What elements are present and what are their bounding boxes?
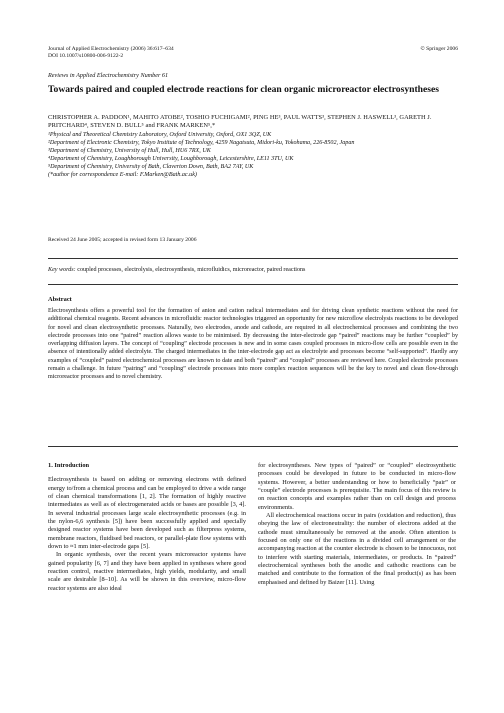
copyright-notice: © Springer 2006 (420, 46, 458, 52)
series-label: Reviews in Applied Electrochemistry Number 61 (48, 72, 169, 79)
keywords (48, 267, 305, 273)
column-left (48, 462, 246, 593)
keywords-label: Key words: (48, 267, 76, 273)
divider-bottom (48, 446, 458, 447)
divider-mid (48, 284, 458, 285)
intro-paragraph-3: All electrochemical reactions occur in pairs (oxidation and reduction), thus obeying the law of electroneutrality: the number of electrons added at the cathode must simultaneously be removed at the anode. Often attention is focused on only one of the reactions in a divided cell arrangement or the accompanying reaction at the counter electrode is chosen to be innocuous, not to interfere with starting materials, intermediates, or products. In “paired” electrochemical syntheses both the anodic and cathodic reactions can be matched and contribute to the formation of the final product(s) as has been emphasised and defined by Baizer [11]. Using (258, 512, 456, 586)
abstract-text: Electrosynthesis offers a powerful tool for the formation of anion and cation radical intermediates and for driving clean synthetic reactions without the need for additional chemical reagents. Recent advances in microfluidic reactor technologies triggered an opportunity for new microflow electrolysis reactions to be developed for novel and clean electrosynthetic processes. Naturally, two electrodes, anode and cathode, are required in all electrochemical processes and combining the two electrode processes into one “paired” reaction allows waste to be minimised. By decreasing the inter-electrode gap “paired” reactions may be further “coupled” by overlapping diffusion layers. The concept of “coupling” electrode processes is new and in some cases coupled processes in micro-flow cells are possible even in the absence of intentionally added electrolyte. The charged intermediates in the inter-electrode gap act as electrolyte and processes become “self-supported”. Hardly any examples of “coupled” paired electrochemical processes are known to date and both “paired” and “coupled” processes are reviewed here. Coupled electrode processes remain a challenge. In future “pairing” and “coupling” electrode processes into more complex reaction sequences will be the key to novel and clean flow-through microreactor processes and to novel chemistry. (48, 308, 458, 381)
abstract-heading: Abstract (48, 296, 72, 303)
intro-paragraph-2: In organic synthesis, over the recent years microreactor systems have gained popularity [6, 7] and they have been applied in syntheses where good reaction control, reactive intermediates, high yields, modularity, and small scale are desirable [8–10]. As will be shown in this overview, micro-flow reactor systems are also ideal (48, 551, 246, 592)
keywords-text: coupled processes, electrolysis, electrosynthesis, microfluidics, microreactor, paired reactions (77, 267, 306, 273)
author-list: CHRISTOPHER A. PADDON¹, MAHITO ATOBE², TOSHIO FUCHIGAMI², PING HE³, PAUL WATTS³, STEPHEN J. HASWELL³, GARETH J. PRITCHARD⁴, STEVEN D. BULL⁵ and FRANK MARKEN⁵,* (48, 114, 432, 130)
affiliation-5: ⁵Department of Chemistry, University of Bath, Claverton Down, Bath, BA2 7AY, UK (48, 164, 254, 171)
intro-paragraph-2-continued: for electrosyntheses. New types of “paired” or “coupled” electrosynthetic processes could be developed in future to be conducted in micro-flow systems. However, a better understanding or how to beneficially “pair” or “couple” electrode processes is prerequisite. The main focus of this review is on reaction concepts and examples rather than on cell design and process environments. (258, 462, 456, 511)
correspondence-note: (*author for correspondence E-mail: F.Marken@Bath.ac.uk) (48, 172, 197, 179)
journal-header (48, 46, 174, 60)
affiliation-2: ²Department of Electronic Chemistry, Tokyo Institute of Technology, 4259 Nagatsuta, Midori-ku, Yokohama, 226-8502, Japan (48, 140, 355, 147)
affiliation-1: ¹Physical and Theoretical Chemistry Laboratory, Oxford University, Oxford, OX1 3QZ, UK (48, 132, 272, 138)
journal-citation: Journal of Applied Electrochemistry (2006) 36:617–634 (48, 46, 174, 52)
affiliations (48, 131, 460, 180)
intro-paragraph-1: Electrosynthesis is based on adding or removing electrons with defined energy to/from a chemical process and can be employed to drive a wide range of clean chemical transformations [1, 2]. The formation of highly reactive intermediates as well as of electrogenerated acids or bases are possible [3, 4]. In several industrial processes large scale electrosynthetic processes (e.g. in the nylon-6,6 synthesis [5]) have been successfully applied and specially designed reactor systems have been developed such as filterpress systems, membrane reactors, fluidised bed reactors, or parallel-plate flow systems with down to ≈1 mm inter-electrode gaps [5]. (48, 476, 246, 551)
divider-top (48, 258, 458, 259)
section-heading-introduction: 1. Introduction (48, 462, 90, 469)
affiliation-3: ³Department of Chemistry, University of Hull, Hull, HU6 7RX, UK (48, 148, 211, 155)
paper-title: Towards paired and coupled electrode reactions for clean organic microreactor electrosyntheses (48, 84, 439, 95)
doi[interactable]: DOI 10.1007/s10800-006-9122-2 (48, 53, 124, 59)
column-right (258, 462, 456, 587)
affiliation-4: ⁴Department of Chemistry, Loughborough University, Loughborough, Leicestershire, LE11 3TU, UK (48, 156, 294, 163)
received-dates: Received 24 June 2005; accepted in revised form 13 January 2006 (48, 237, 197, 243)
